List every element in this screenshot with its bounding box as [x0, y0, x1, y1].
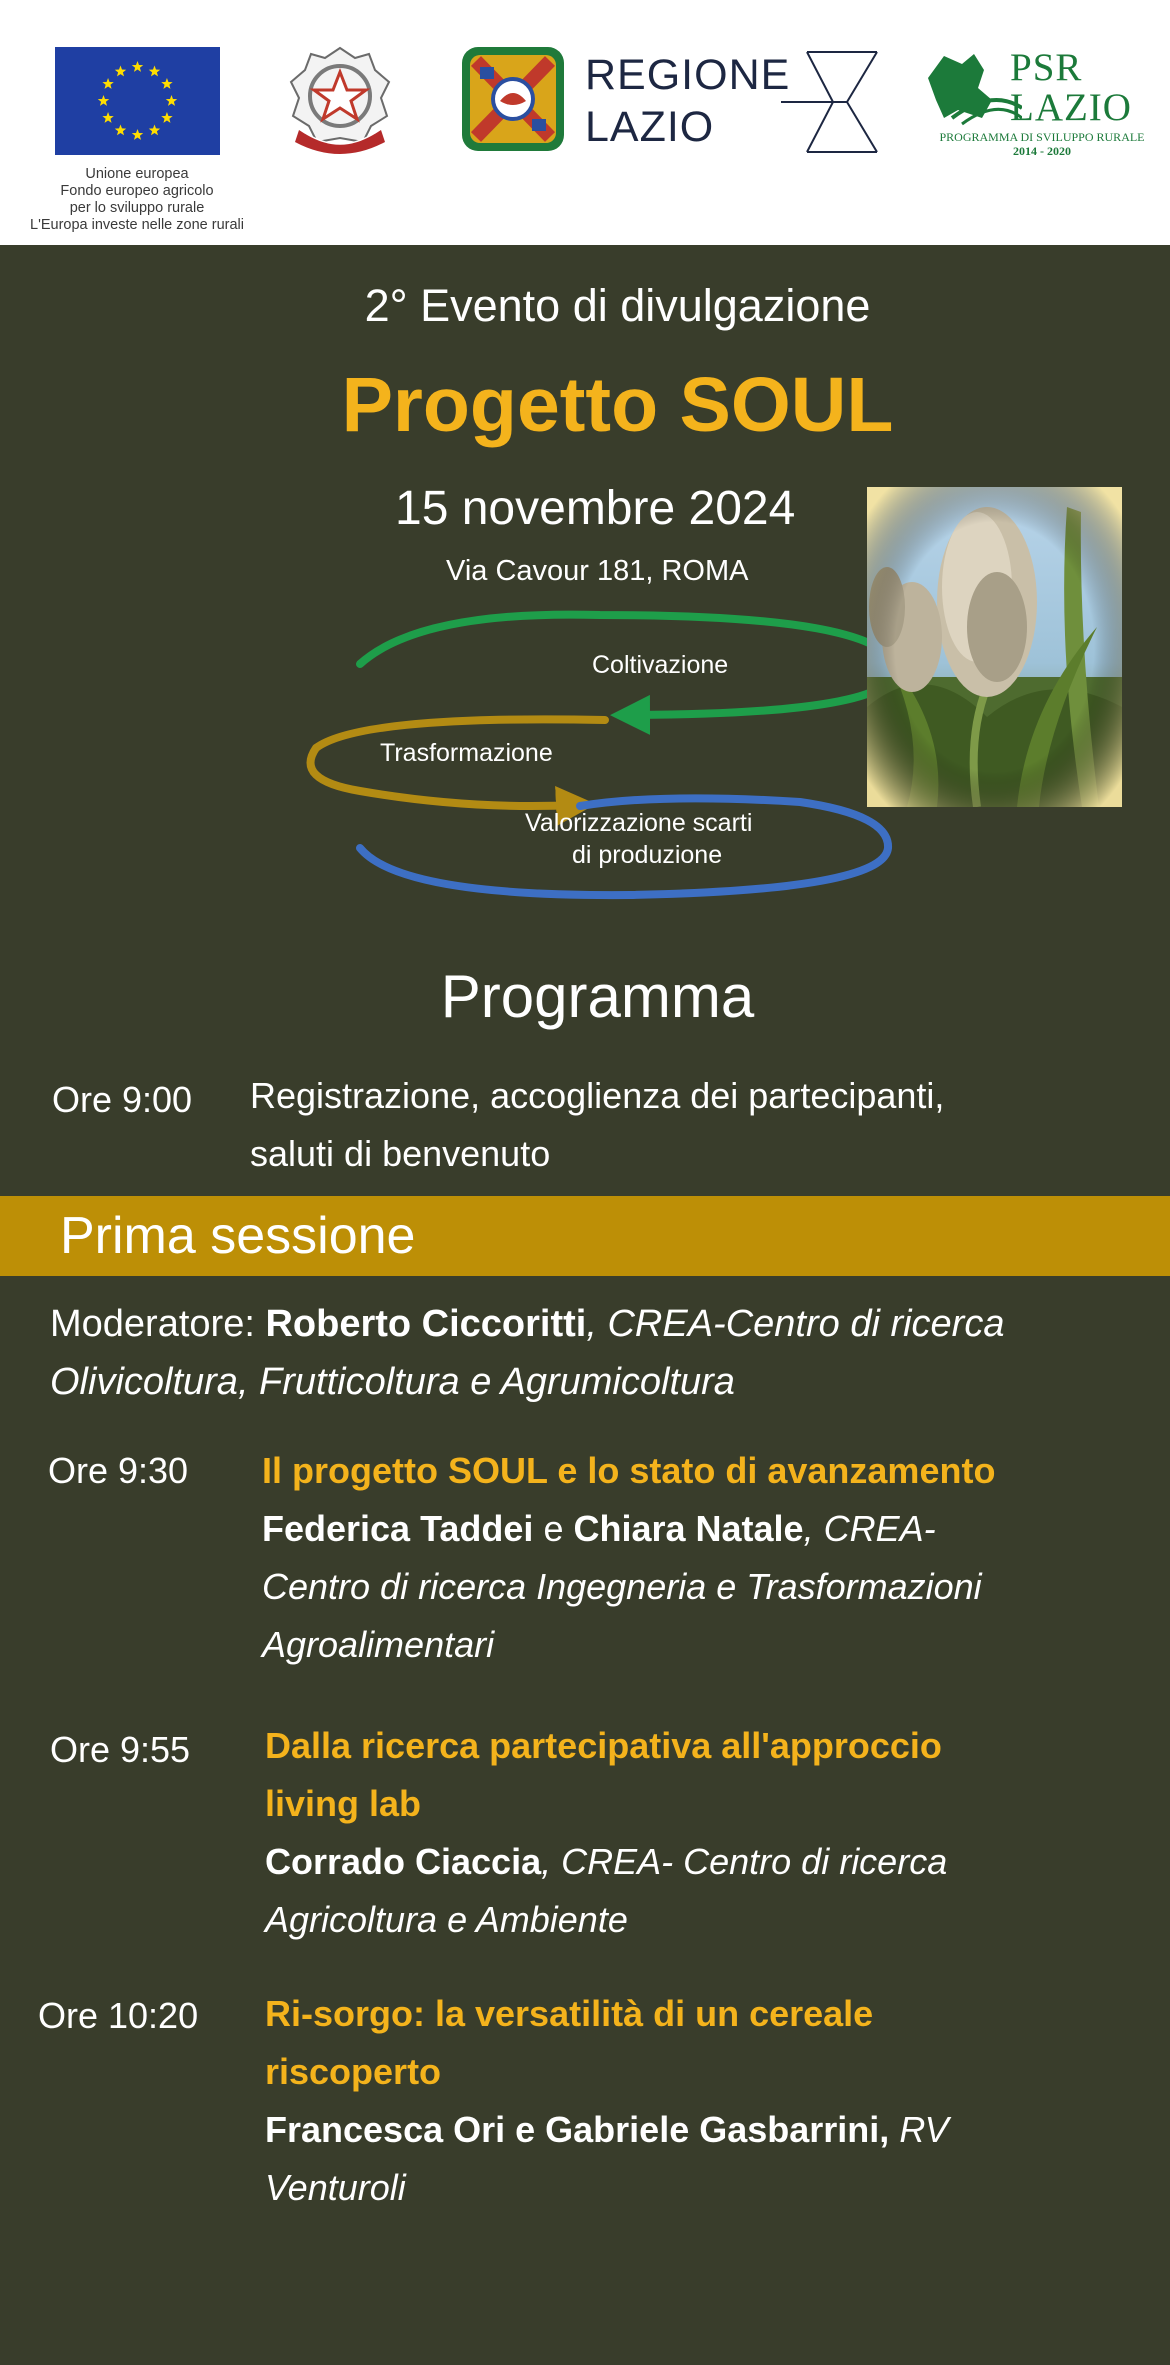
eu-caption — [2, 166, 272, 234]
talk-item — [265, 1717, 947, 1949]
eu-caption-line: per lo sviluppo rurale — [69, 200, 205, 216]
moderator-name: Roberto Ciccoritti — [265, 1303, 587, 1345]
eu-caption-line: L'Europa investe nelle zone rurali — [30, 217, 244, 233]
event-kicker: 2° Evento di divulgazione — [364, 280, 871, 331]
moderator-line — [50, 1295, 1004, 1353]
speaker-affiliation: , CREA- Centro di ricerca — [541, 1841, 948, 1882]
talk-title: Ri-sorgo: la versatilità di un cereale — [265, 1993, 874, 2034]
eu-caption-line: Unione europea — [85, 166, 189, 182]
moderator — [50, 1295, 1004, 1411]
logo-header — [0, 0, 1170, 245]
speaker-conjunction: e — [533, 1508, 574, 1549]
speaker-affiliation-line: Venturoli — [265, 2167, 406, 2208]
session-banner — [0, 1196, 1170, 1276]
opening-line: Registrazione, accoglienza dei partecipanti, — [250, 1075, 945, 1116]
eu-flag-logo — [55, 47, 220, 155]
regione-lazio-crest — [460, 45, 566, 153]
talk-speakers — [265, 2101, 949, 2159]
speaker-affiliation-line: Agroalimentari — [262, 1624, 495, 1665]
cycle-label-coltivazione: Coltivazione — [592, 651, 729, 679]
talk-time: Ore 9:55 — [50, 1729, 191, 1770]
speaker-name: Chiara Natale — [573, 1508, 804, 1549]
talk-time: Ore 10:20 — [38, 1995, 199, 2036]
cycle-label-produzione: di produzione — [572, 841, 723, 869]
psr-subtitle: PROGRAMMA DI SVILUPPO RURALE — [939, 130, 1145, 144]
talk-item — [262, 1442, 995, 1674]
talk-item — [265, 1985, 949, 2217]
talk-speakers — [265, 1833, 947, 1891]
psr-title-line: PSR — [1010, 46, 1083, 89]
italian-republic-emblem — [285, 42, 395, 162]
cycle-label-valorizzazione: Valorizzazione scarti — [525, 809, 753, 837]
program-heading: Programma — [440, 963, 755, 1030]
talk-title: riscoperto — [265, 2051, 442, 2092]
speaker-name: Francesca Ori e Gabriele Gasbarrini, — [265, 2109, 890, 2150]
psr-years: 2014 - 2020 — [1013, 144, 1071, 158]
talk-title: Dalla ricerca partecipativa all'approccio — [265, 1725, 942, 1766]
event-date: 15 novembre 2024 — [395, 482, 796, 535]
lazio-word: LAZIO — [585, 103, 715, 151]
talk-title: Il progetto SOUL e lo stato di avanzamento — [262, 1450, 996, 1491]
speaker-affiliation-line: Agricoltura e Ambiente — [265, 1899, 628, 1940]
project-cycle-diagram — [300, 600, 900, 910]
talk-time: Ore 9:30 — [48, 1450, 189, 1491]
project-title: Progetto SOUL — [341, 362, 894, 448]
talk-speakers — [262, 1500, 995, 1558]
regione-word: REGIONE — [585, 51, 791, 99]
opening-line: saluti di benvenuto — [250, 1133, 551, 1174]
moderator-affiliation-line: Olivicoltura, Frutticoltura e Agrumicoltura — [50, 1361, 735, 1403]
speaker-affiliation-line: Centro di ricerca Ingegneria e Trasformazioni — [262, 1566, 982, 1607]
eu-caption-line: Fondo europeo agricolo — [60, 183, 214, 199]
psr-title-line: LAZIO — [1010, 86, 1132, 129]
sorghum-photo — [867, 487, 1122, 807]
talk-title: living lab — [265, 1783, 422, 1824]
session-label: Prima sessione — [60, 1207, 416, 1265]
event-venue: Via Cavour 181, ROMA — [446, 555, 749, 587]
speaker-name: Federica Taddei — [262, 1508, 534, 1549]
psr-lazio-logo — [922, 48, 1162, 166]
speaker-name: Corrado Ciaccia — [265, 1841, 542, 1882]
speaker-affiliation: , CREA- — [803, 1508, 936, 1549]
cycle-label-trasformazione: Trasformazione — [380, 739, 553, 767]
moderator-affiliation: , CREA-Centro di ricerca — [586, 1303, 1005, 1345]
opening-description — [250, 1067, 944, 1183]
regione-lazio-wordmark — [585, 50, 885, 160]
opening-time: Ore 9:00 — [52, 1079, 193, 1120]
psr-title — [1010, 48, 1132, 128]
moderator-label: Moderatore: — [50, 1303, 266, 1345]
speaker-affiliation: RV — [889, 2109, 949, 2150]
